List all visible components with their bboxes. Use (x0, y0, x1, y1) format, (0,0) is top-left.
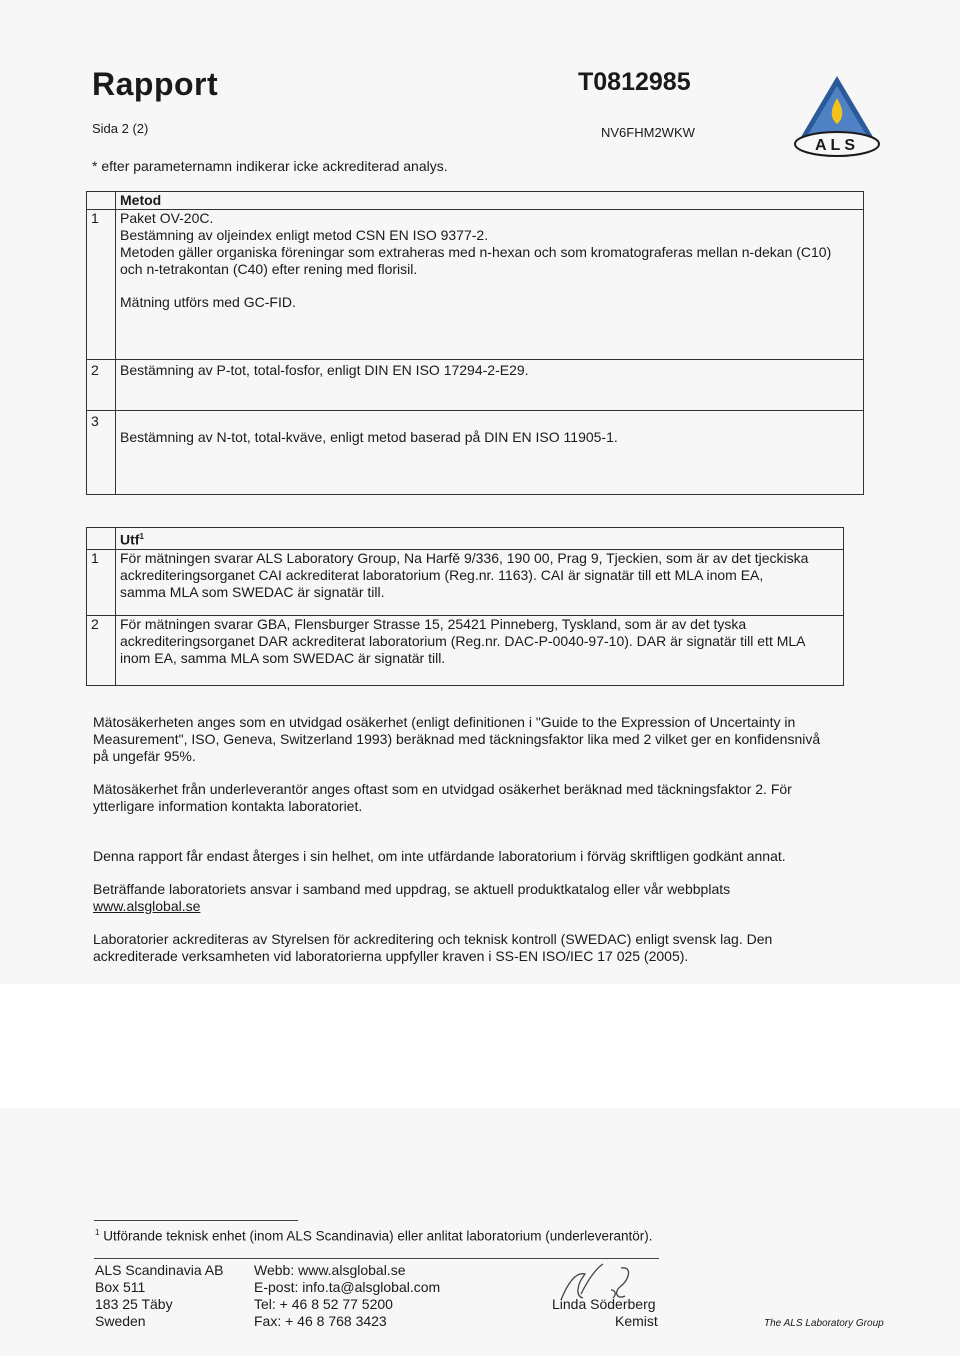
performer-row (87, 549, 844, 615)
performers-table (86, 527, 844, 686)
methods-table (86, 191, 864, 495)
footer-rule (94, 1258, 659, 1259)
footer-address (95, 1262, 223, 1330)
address-line: Sweden (95, 1313, 146, 1329)
method-line: Bestämning av N-tot, total-kväve, enligt metod baserad på DIN EN ISO 11905-1. (116, 411, 864, 495)
paragraph-line: Laboratorier ackrediteras av Styrelsen för ackreditering och teknisk kontroll (SWEDAC) enligt svensk lag. Den (93, 931, 773, 947)
performer-line: inom EA, samma MLA som SWEDAC är signatär till. (120, 649, 446, 666)
company-tagline: The ALS Laboratory Group (764, 1318, 884, 1329)
row-number: 2 (87, 615, 116, 685)
method-line: Bestämning av P-tot, total-fosfor, enligt DIN EN ISO 17294-2-E29. (116, 360, 864, 411)
performer-line: samma MLA som SWEDAC är signatär till. (120, 583, 385, 600)
accreditation-note: * efter parameternamn indikerar icke ackrediterad analys. (92, 158, 448, 174)
performer-line: För mätningen svarar GBA, Flensburger Strasse 15, 25421 Pinneberg, Tyskland, som är av det tyska (120, 615, 747, 632)
reproduction-paragraph: Denna rapport får endast återges i sin helhet, om inte utfärdande laboratorium i förväg skriftligen godkänt annat. (93, 848, 786, 864)
footnote (95, 1228, 653, 1244)
paragraph-line: Beträffande laboratoriets ansvar i samband med uppdrag, se aktuell produktkatalog eller vår webbplats (93, 881, 731, 897)
method-line: och n-tetrakontan (C40) efter rening med florisil. (120, 261, 418, 277)
contact-line: Tel: + 46 8 52 77 5200 (254, 1296, 393, 1312)
paragraph-line: ackrediterade verksamheten vid laboratorierna uppfyller kraven i SS-EN ISO/IEC 17 025 (2005). (93, 948, 689, 964)
paragraph-line: ytterligare information kontakta laboratoriet. (93, 798, 363, 814)
method-row (87, 360, 864, 411)
blank-band (0, 984, 960, 1108)
paragraph-line: på ungefär 95%. (93, 748, 196, 764)
address-line: ALS Scandinavia AB (95, 1262, 224, 1278)
method-line: Mätning utförs med GC-FID. (120, 294, 296, 310)
report-number: T0812985 (578, 68, 691, 96)
paragraph-line: Mätosäkerhet från underleverantör anges oftast som en utvidgad osäkerhet beräknad med täckningsfaktor 2. För (93, 781, 792, 797)
footnote-number: 1 (95, 1228, 100, 1237)
row-number: 1 (87, 549, 116, 615)
signer-role: Kemist (615, 1313, 658, 1329)
methods-header: Metod (116, 192, 864, 210)
signer-name: Linda Söderberg (552, 1296, 656, 1312)
performers-header: Utf (120, 531, 140, 548)
paragraph-line: Measurement", ISO, Geneva, Switzerland 1993) beräknad med täckningsfaktor lika med 2 vilket ger en konfidensnivå (93, 731, 821, 747)
report-title: Rapport (92, 66, 219, 102)
performer-row (87, 615, 844, 685)
logo-text: ALS (815, 137, 859, 154)
method-row (87, 210, 864, 360)
performer-line: ackrediteringsorganet CAI ackrediterat laboratorium (Reg.nr. 1163). CAI är signatär till ett MLA inom EA, (120, 566, 764, 583)
footnote-separator (94, 1220, 298, 1221)
address-line: 183 25 Täby (95, 1296, 173, 1312)
website-link[interactable]: www.alsglobal.se (93, 898, 201, 914)
row-number: 3 (87, 411, 116, 495)
als-logo (792, 72, 882, 160)
footnote-marker: 1 (139, 532, 144, 541)
contact-line: E-post: info.ta@alsglobal.com (254, 1279, 441, 1295)
contact-line: Webb: www.alsglobal.se (254, 1262, 406, 1278)
method-row (87, 411, 864, 495)
report-code: NV6FHM2WKW (601, 125, 695, 140)
performer-line: För mätningen svarar ALS Laboratory Group, Na Harfě 9/336, 190 00, Prag 9, Tjeckien, som är av det tjeckiska (120, 549, 809, 566)
method-line: Bestämning av oljeindex enligt metod CSN EN ISO 9377-2. (120, 227, 489, 243)
row-number: 2 (87, 360, 116, 411)
accreditation-paragraph (93, 931, 858, 965)
paragraph-line: Mätosäkerheten anges som en utvidgad osäkerhet (enligt definitionen i "Guide to the Expression of Uncertainty in (93, 714, 796, 730)
address-line: Box 511 (95, 1279, 146, 1295)
row-number: 1 (87, 210, 116, 360)
subcontractor-paragraph (93, 781, 858, 815)
performer-line: ackrediteringsorganet DAR ackrediterat laboratorium (Reg.nr. DAC-P-0040-97-10). DAR är signatär till ett MLA (120, 632, 806, 649)
method-line: Metoden gäller organiska föreningar som extraheras med n-hexan och som kromatograferas mellan n-dekan (C10) (120, 244, 832, 260)
contact-line: Fax: + 46 8 768 3423 (254, 1313, 387, 1329)
footer-contact (254, 1262, 440, 1330)
uncertainty-paragraph (93, 714, 858, 765)
responsibility-paragraph (93, 881, 858, 915)
page-number: Sida 2 (2) (92, 121, 149, 136)
footnote-text: Utförande teknisk enhet (inom ALS Scandinavia) eller anlitat laboratorium (underleverantör). (103, 1228, 653, 1244)
method-line: Paket OV-20C. (120, 210, 214, 226)
